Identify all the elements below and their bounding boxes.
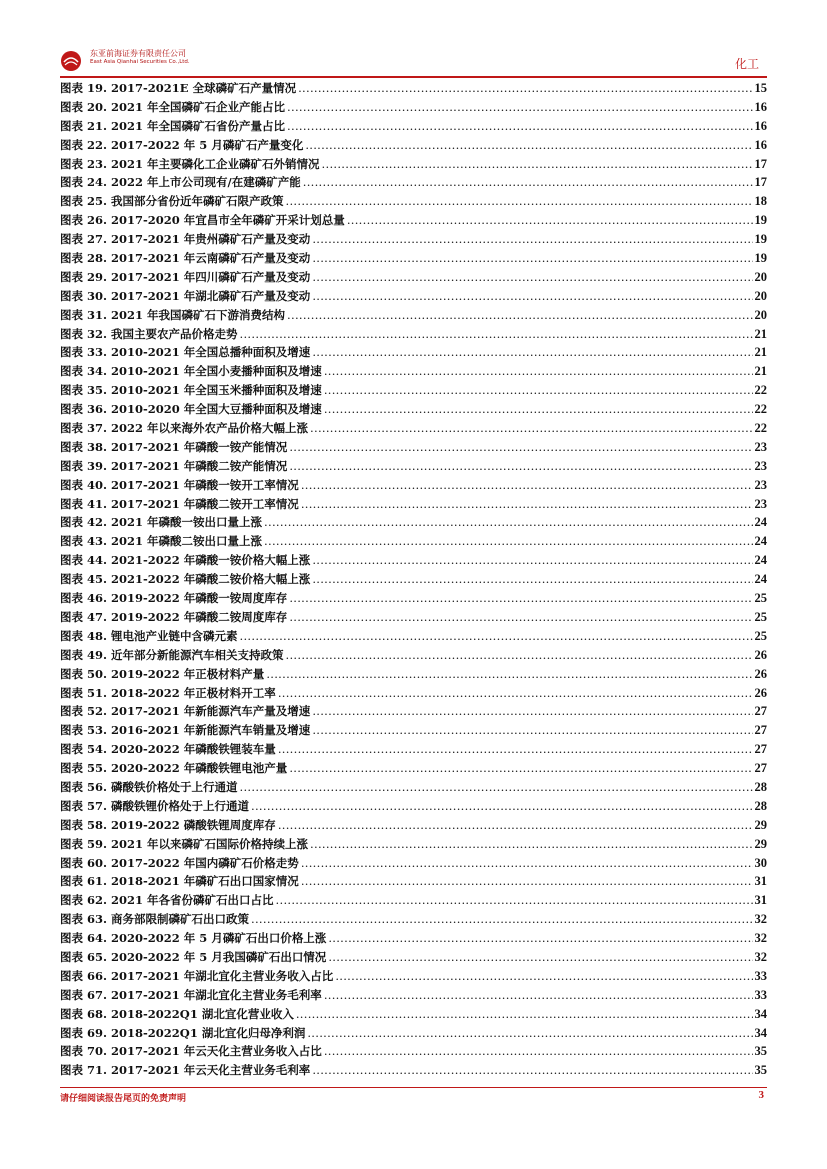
toc-entry-page: 15	[754, 81, 767, 95]
toc-entry-page: 27	[754, 723, 767, 738]
toc-entry[interactable]	[60, 362, 767, 381]
toc-entry-page: 27	[754, 742, 767, 757]
toc-entry-page: 31	[754, 874, 767, 889]
toc-entry-page: 25	[754, 591, 767, 606]
toc-entry-page: 25	[754, 628, 767, 643]
toc-entry-title: 图表 20. 2021 年全国磷矿石企业产能占比	[60, 99, 286, 114]
toc-entry[interactable]	[60, 495, 767, 514]
toc-entry-title: 图表 42. 2021 年磷酸一铵出口量上涨	[60, 515, 263, 530]
toc-entry-page: 25	[754, 609, 767, 624]
toc-leader-dots	[278, 816, 753, 835]
toc-entry-title: 图表 57. 磷酸铁锂价格处于上行通道	[60, 798, 250, 813]
toc-leader-dots	[324, 362, 753, 381]
toc-entry[interactable]	[60, 136, 767, 155]
toc-leader-dots	[312, 343, 752, 362]
toc-entry-title: 图表 39. 2017-2021 年磷酸二铵产能情况	[60, 458, 288, 473]
toc-leader-dots	[240, 325, 753, 344]
toc-leader-dots	[289, 759, 752, 778]
toc-entry-title: 图表 71. 2017-2021 年云天化主营业务毛利率	[60, 1063, 311, 1078]
toc-entry-page: 17	[754, 175, 767, 190]
toc-entry[interactable]	[60, 665, 767, 684]
toc-entry-title: 图表 53. 2016-2021 年新能源汽车销量及增速	[60, 723, 311, 738]
toc-leader-dots	[251, 910, 752, 929]
toc-entry-title: 图表 64. 2020-2022 年 5 月磷矿石出口价格上涨	[60, 931, 327, 946]
toc-entry-page: 20	[754, 307, 767, 322]
toc-leader-dots	[301, 872, 753, 891]
toc-entry[interactable]	[60, 211, 767, 230]
toc-entry-page: 21	[754, 345, 767, 360]
toc-entry[interactable]	[60, 419, 767, 438]
toc-entry-title: 图表 29. 2017-2021 年四川磷矿石产量及变动	[60, 269, 311, 284]
toc-entry-title: 图表 36. 2010-2020 年全国大豆播种面积及增速	[60, 402, 322, 417]
toc-entry-title: 图表 65. 2020-2022 年 5 月我国磷矿石出口情况	[60, 949, 327, 964]
toc-entry[interactable]	[60, 929, 767, 948]
toc-entry-title: 图表 50. 2019-2022 年正极材料产量	[60, 666, 265, 681]
toc-entry-page: 34	[754, 1006, 767, 1021]
toc-leader-dots	[289, 589, 752, 608]
toc-leader-dots	[287, 306, 752, 325]
toc-leader-dots	[303, 173, 753, 192]
toc-entry[interactable]	[60, 513, 767, 532]
toc-entry[interactable]	[60, 268, 767, 287]
toc-entry-title: 图表 54. 2020-2022 年磷酸铁锂装车量	[60, 742, 276, 757]
toc-entry-page: 26	[754, 647, 767, 662]
toc-entry-title: 图表 28. 2017-2021 年云南磷矿石产量及变动	[60, 251, 311, 266]
toc-leader-dots	[324, 381, 753, 400]
toc-entry[interactable]	[60, 1042, 767, 1061]
toc-leader-dots	[305, 136, 752, 155]
toc-leader-dots	[286, 646, 753, 665]
toc-leader-dots	[276, 891, 753, 910]
toc-leader-dots	[312, 287, 752, 306]
toc-entry[interactable]	[60, 910, 767, 929]
toc-entry-title: 图表 35. 2010-2021 年全国玉米播种面积及增速	[60, 383, 322, 398]
toc-entry-page: 24	[754, 553, 767, 568]
toc-entry[interactable]	[60, 287, 767, 306]
toc-entry-page: 23	[754, 439, 767, 454]
toc-entry[interactable]	[60, 778, 767, 797]
toc-entry-page: 34	[754, 1025, 767, 1040]
toc-entry-page: 17	[754, 156, 767, 171]
toc-entry[interactable]	[60, 155, 767, 174]
toc-entry[interactable]	[60, 343, 767, 362]
toc-entry-page: 19	[754, 251, 767, 266]
toc-leader-dots	[251, 797, 752, 816]
toc-entry-title: 图表 56. 磷酸铁价格处于上行通道	[60, 779, 238, 794]
toc-entry-page: 16	[754, 118, 767, 133]
toc-entry[interactable]	[60, 854, 767, 873]
toc-entry-title: 图表 41. 2017-2021 年磷酸二铵开工率情况	[60, 496, 299, 511]
toc-entry-page: 20	[754, 269, 767, 284]
toc-entry-title: 图表 49. 近年部分新能源汽车相关支持政策	[60, 647, 284, 662]
toc-entry[interactable]	[60, 400, 767, 419]
toc-entry-page: 20	[754, 288, 767, 303]
toc-leader-dots	[289, 438, 752, 457]
toc-entry-title: 图表 45. 2021-2022 年磷酸二铵价格大幅上涨	[60, 572, 311, 587]
toc-entry[interactable]	[60, 891, 767, 910]
toc-entry-title: 图表 24. 2022 年上市公司现有/在建磷矿产能	[60, 175, 301, 190]
toc-leader-dots	[289, 608, 752, 627]
toc-entry[interactable]	[60, 325, 767, 344]
footer-disclaimer: 请仔细阅读报告尾页的免责声明	[60, 1094, 187, 1104]
toc-entry-title: 图表 62. 2021 年各省份磷矿石出口占比	[60, 893, 274, 908]
toc-leader-dots	[287, 117, 752, 136]
toc-entry-title: 图表 26. 2017-2020 年宜昌市全年磷矿开采计划总量	[60, 213, 345, 228]
toc-entry-title: 图表 43. 2021 年磷酸二铵出口量上涨	[60, 534, 263, 549]
toc-entry-page: 23	[754, 458, 767, 473]
toc-leader-dots	[264, 532, 752, 551]
toc-leader-dots	[301, 476, 753, 495]
toc-entry-page: 16	[754, 137, 767, 152]
toc-entry-page: 29	[754, 817, 767, 832]
toc-entry-page: 18	[754, 194, 767, 209]
toc-leader-dots	[324, 1042, 753, 1061]
toc-entry-title: 图表 21. 2021 年全国磷矿石省份产量占比	[60, 118, 286, 133]
toc-leader-dots	[278, 684, 753, 703]
toc-leader-dots	[312, 230, 752, 249]
toc-entry-title: 图表 32. 我国主要农产品价格走势	[60, 326, 238, 341]
toc-leader-dots	[310, 419, 752, 438]
toc-entry-page: 21	[754, 326, 767, 341]
toc-leader-dots	[301, 495, 753, 514]
toc-entry-title: 图表 51. 2018-2022 年正极材料开工率	[60, 685, 276, 700]
toc-entry-title: 图表 67. 2017-2021 年湖北宜化主营业务毛利率	[60, 987, 322, 1002]
toc-entry-title: 图表 22. 2017-2022 年 5 月磷矿石产量变化	[60, 137, 304, 152]
toc-entry[interactable]	[60, 192, 767, 211]
toc-entry-page: 29	[754, 836, 767, 851]
toc-entry-page: 23	[754, 477, 767, 492]
toc-entry[interactable]	[60, 702, 767, 721]
toc-entry-page: 33	[754, 987, 767, 1002]
toc-entry[interactable]	[60, 551, 767, 570]
toc-entry-title: 图表 23. 2021 年主要磷化工企业磷矿石外销情况	[60, 156, 320, 171]
toc-entry[interactable]	[60, 986, 767, 1005]
toc-entry-title: 图表 55. 2020-2022 年磷酸铁锂电池产量	[60, 761, 288, 776]
toc-entry[interactable]	[60, 381, 767, 400]
header-divider	[60, 76, 767, 78]
toc-entry-page: 26	[754, 666, 767, 681]
toc-entry-page: 24	[754, 534, 767, 549]
toc-entry-title: 图表 68. 2018-2022Q1 湖北宜化营业收入	[60, 1006, 294, 1021]
toc-leader-dots	[286, 192, 753, 211]
toc-leader-dots	[310, 835, 752, 854]
toc-entry[interactable]	[60, 816, 767, 835]
table-of-figures	[60, 79, 767, 1080]
toc-entry[interactable]	[60, 532, 767, 551]
toc-entry[interactable]	[60, 117, 767, 136]
toc-entry-title: 图表 69. 2018-2022Q1 湖北宜化归母净利润	[60, 1025, 306, 1040]
toc-entry-title: 图表 66. 2017-2021 年湖北宜化主营业务收入占比	[60, 968, 334, 983]
toc-entry[interactable]	[60, 79, 767, 98]
toc-entry-page: 35	[754, 1063, 767, 1078]
toc-entry-title: 图表 27. 2017-2021 年贵州磷矿石产量及变动	[60, 232, 311, 247]
toc-entry[interactable]	[60, 721, 767, 740]
toc-entry-page: 24	[754, 515, 767, 530]
toc-entry-page: 27	[754, 761, 767, 776]
toc-entry[interactable]	[60, 306, 767, 325]
toc-entry-page: 16	[754, 99, 767, 114]
toc-entry[interactable]	[60, 967, 767, 986]
toc-entry[interactable]	[60, 646, 767, 665]
page-number: 3	[758, 1089, 764, 1101]
toc-entry-title: 图表 31. 2021 年我国磷矿石下游消费结构	[60, 307, 286, 322]
toc-entry[interactable]	[60, 797, 767, 816]
toc-entry-title: 图表 58. 2019-2022 磷酸铁锂周度库存	[60, 817, 276, 832]
toc-leader-dots	[312, 1061, 752, 1080]
toc-entry-title: 图表 37. 2022 年以来海外农产品价格大幅上涨	[60, 421, 309, 436]
company-logo-icon	[60, 50, 82, 72]
toc-leader-dots	[312, 249, 752, 268]
toc-leader-dots	[278, 740, 753, 759]
toc-leader-dots	[312, 268, 752, 287]
toc-entry-page: 32	[754, 912, 767, 927]
toc-entry-title: 图表 25. 我国部分省份近年磷矿石限产政策	[60, 194, 284, 209]
toc-entry[interactable]	[60, 1061, 767, 1080]
toc-entry-page: 30	[754, 855, 767, 870]
company-name-en: East Asia Qianhai Securities Co.,Ltd.	[90, 59, 190, 65]
toc-leader-dots	[240, 627, 753, 646]
toc-entry[interactable]	[60, 230, 767, 249]
toc-leader-dots	[298, 79, 752, 98]
toc-entry[interactable]	[60, 589, 767, 608]
toc-entry-page: 28	[754, 798, 767, 813]
toc-entry[interactable]	[60, 740, 767, 759]
toc-entry[interactable]	[60, 948, 767, 967]
toc-leader-dots	[312, 702, 752, 721]
toc-entry-page: 22	[754, 402, 767, 417]
toc-entry-page: 23	[754, 496, 767, 511]
toc-entry[interactable]	[60, 872, 767, 891]
toc-entry[interactable]	[60, 684, 767, 703]
toc-leader-dots	[324, 400, 753, 419]
toc-entry-page: 32	[754, 949, 767, 964]
toc-entry-page: 27	[754, 704, 767, 719]
section-label: 化工	[734, 57, 759, 71]
toc-leader-dots	[312, 551, 752, 570]
toc-leader-dots	[301, 854, 753, 873]
toc-entry[interactable]	[60, 476, 767, 495]
toc-entry-title: 图表 19. 2017-2021E 全球磷矿石产量情况	[60, 81, 297, 95]
toc-entry-page: 22	[754, 421, 767, 436]
toc-entry[interactable]	[60, 1005, 767, 1024]
toc-entry-title: 图表 59. 2021 年以来磷矿石国际价格持续上涨	[60, 836, 309, 851]
toc-entry-title: 图表 60. 2017-2022 年国内磷矿石价格走势	[60, 855, 299, 870]
toc-leader-dots	[347, 211, 753, 230]
toc-leader-dots	[322, 155, 753, 174]
toc-entry[interactable]	[60, 98, 767, 117]
toc-entry[interactable]	[60, 627, 767, 646]
toc-entry-title: 图表 70. 2017-2021 年云天化主营业务收入占比	[60, 1044, 322, 1059]
toc-entry[interactable]	[60, 438, 767, 457]
toc-entry-title: 图表 52. 2017-2021 年新能源汽车产量及增速	[60, 704, 311, 719]
toc-entry[interactable]	[60, 608, 767, 627]
toc-leader-dots	[289, 457, 752, 476]
toc-entry[interactable]	[60, 173, 767, 192]
toc-leader-dots	[328, 948, 752, 967]
toc-leader-dots	[312, 721, 752, 740]
toc-leader-dots	[312, 570, 752, 589]
toc-entry-title: 图表 34. 2010-2021 年全国小麦播种面积及增速	[60, 364, 322, 379]
toc-entry[interactable]	[60, 1024, 767, 1043]
toc-entry-title: 图表 47. 2019-2022 年磷酸二铵周度库存	[60, 609, 288, 624]
toc-leader-dots	[335, 967, 752, 986]
page-header	[60, 45, 767, 75]
toc-entry-title: 图表 30. 2017-2021 年湖北磷矿石产量及变动	[60, 288, 311, 303]
toc-entry-page: 19	[754, 232, 767, 247]
toc-leader-dots	[328, 929, 752, 948]
toc-entry-title: 图表 40. 2017-2021 年磷酸一铵开工率情况	[60, 477, 299, 492]
toc-entry-title: 图表 33. 2010-2021 年全国总播种面积及增速	[60, 345, 311, 360]
toc-entry-page: 26	[754, 685, 767, 700]
toc-entry-page: 32	[754, 931, 767, 946]
toc-entry[interactable]	[60, 249, 767, 268]
toc-entry-page: 35	[754, 1044, 767, 1059]
toc-entry-page: 22	[754, 383, 767, 398]
toc-leader-dots	[307, 1024, 752, 1043]
toc-leader-dots	[264, 513, 752, 532]
toc-entry-page: 28	[754, 779, 767, 794]
footer-divider	[60, 1087, 767, 1088]
toc-entry[interactable]	[60, 570, 767, 589]
toc-leader-dots	[287, 98, 752, 117]
toc-entry-page: 31	[754, 893, 767, 908]
toc-entry-title: 图表 63. 商务部限制磷矿石出口政策	[60, 912, 250, 927]
toc-leader-dots	[266, 665, 752, 684]
toc-entry-title: 图表 46. 2019-2022 年磷酸一铵周度库存	[60, 591, 288, 606]
toc-entry[interactable]	[60, 759, 767, 778]
toc-entry-page: 21	[754, 364, 767, 379]
toc-entry-page: 24	[754, 572, 767, 587]
toc-entry-title: 图表 38. 2017-2021 年磷酸一铵产能情况	[60, 439, 288, 454]
toc-leader-dots	[240, 778, 753, 797]
toc-entry-title: 图表 48. 锂电池产业链中含磷元素	[60, 628, 238, 643]
toc-leader-dots	[324, 986, 753, 1005]
toc-entry-page: 33	[754, 968, 767, 983]
toc-entry-title: 图表 44. 2021-2022 年磷酸一铵价格大幅上涨	[60, 553, 311, 568]
toc-entry-title: 图表 61. 2018-2021 年磷矿石出口国家情况	[60, 874, 299, 889]
toc-entry-page: 19	[754, 213, 767, 228]
toc-entry[interactable]	[60, 457, 767, 476]
company-name-cn: 东亚前海证券有限责任公司	[90, 49, 186, 58]
toc-entry[interactable]	[60, 835, 767, 854]
toc-leader-dots	[296, 1005, 753, 1024]
